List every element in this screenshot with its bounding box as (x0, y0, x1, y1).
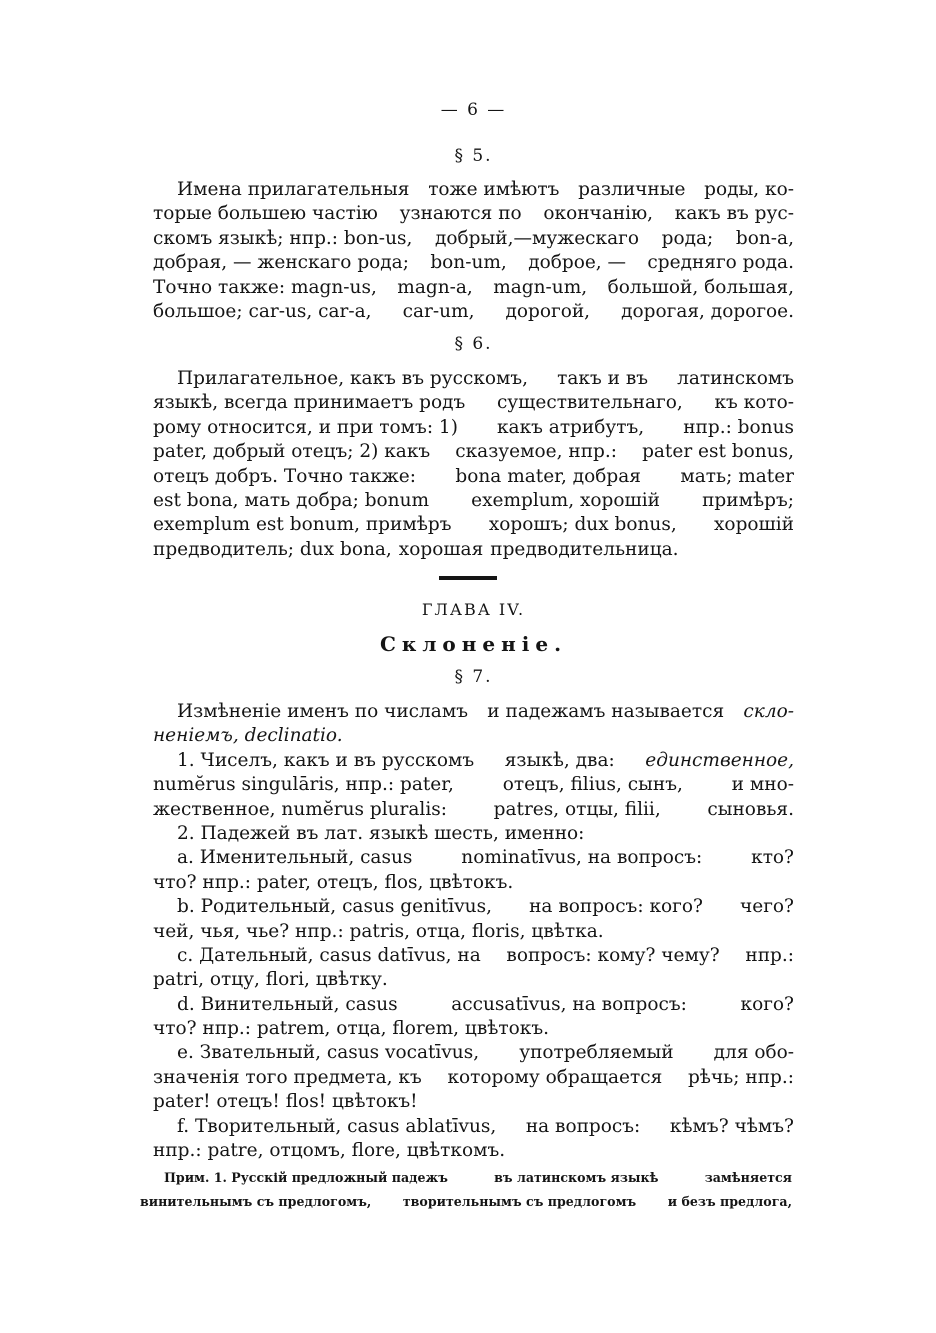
text-segment: нпр.: (745, 944, 794, 966)
chapter-label: ГЛАВА IV. (421, 600, 526, 619)
text-line (153, 513, 794, 537)
text-line (153, 391, 794, 415)
text-segment: numĕrus singulāris, нпр.: pater, (153, 774, 454, 796)
text-segment: нпр.: patre, отцомъ, flore, цвѣткомъ. (153, 1140, 506, 1162)
section-5-paragraph (153, 178, 794, 324)
text-line (153, 871, 794, 895)
text-segment: дорогой, (505, 300, 591, 322)
text-segment: f. Творительный, casus ablatīvus, (177, 1115, 497, 1137)
text-line (153, 798, 794, 822)
text-segment: хорошая (398, 538, 484, 560)
text-segment: кого? (740, 993, 794, 1015)
text-segment: къ кото- (714, 392, 794, 414)
text-line (153, 968, 794, 992)
section-7-heading: § 7. (454, 667, 493, 687)
text-segment: единственное, (645, 749, 794, 771)
text-segment: magn-um, (493, 276, 588, 298)
text-segment: magn-a, (397, 276, 473, 298)
text-segment: латинскомъ (677, 368, 794, 389)
text-segment: существительнаго, (496, 392, 683, 414)
text-line (153, 700, 794, 724)
text-segment: предводитель; dux bona, (153, 538, 392, 560)
text-line (153, 724, 794, 748)
chapter-title: Склоненіе. (379, 632, 568, 656)
text-line (153, 773, 794, 797)
text-segment: pater, добрый отецъ; 2) какъ (153, 441, 431, 463)
text-line (153, 1017, 794, 1041)
text-segment: для обо- (713, 1042, 794, 1064)
text-segment: скомъ языкѣ; нпр.: bon-us, (153, 227, 413, 249)
text-line (153, 489, 794, 513)
text-line (153, 895, 794, 919)
text-line (153, 367, 794, 391)
text-segment: добрая, — женскаго рода; (153, 252, 409, 274)
text-segment: большой, большая, (607, 276, 794, 298)
text-line (153, 749, 794, 773)
text-line (153, 846, 794, 870)
text-segment: торые большею частію (153, 203, 378, 225)
text-segment: рѣчь; нпр.: (687, 1066, 794, 1088)
text-line (153, 993, 794, 1017)
text-line (153, 920, 794, 944)
text-segment: кѣмъ? чѣмъ? (669, 1115, 794, 1137)
text-segment: отецъ добръ. Точно также: (153, 465, 416, 487)
text-segment: доброе, — (528, 252, 627, 274)
text-segment: accusatīvus, на вопросъ: (451, 993, 687, 1015)
section-7-paragraph (153, 700, 794, 1163)
text-line (153, 300, 794, 324)
text-segment: скло- (743, 701, 794, 722)
text-line (153, 416, 794, 440)
text-segment: car-um, (402, 300, 475, 322)
text-segment: сказуемое, нпр.: (455, 441, 617, 463)
text-segment: рода; (661, 227, 714, 249)
text-segment: въ латинскомъ языкѣ (494, 1170, 659, 1185)
text-segment: Измѣненіе именъ по числамъ (177, 701, 468, 722)
text-segment: e. Звательный, casus vocatīvus, (177, 1042, 480, 1064)
text-segment: замѣняется (704, 1170, 792, 1185)
text-segment: Имена прилагательныя (177, 179, 410, 200)
page-number: — 6 — (440, 100, 507, 120)
text-segment: c. Дательный, casus datīvus, на (177, 944, 481, 966)
footnote-line (140, 1190, 792, 1214)
text-segment: bon-um, (430, 252, 507, 274)
text-segment: добрый,—мужескаго (435, 227, 639, 249)
text-line (153, 202, 794, 226)
text-segment: такъ и въ (557, 368, 649, 389)
text-segment: какъ атрибутъ, (496, 416, 645, 438)
text-segment: кто? (751, 847, 794, 869)
text-segment: роды, ко- (704, 179, 794, 200)
text-segment: bona mater, добрая (455, 465, 641, 487)
text-segment: bon-a, (735, 227, 794, 249)
text-segment: мать; mater (680, 465, 794, 487)
text-segment: сыновья. (707, 798, 794, 820)
text-segment: patres, отцы, filii, (493, 798, 661, 820)
text-segment: примѣръ; (702, 489, 794, 511)
text-segment: винительнымъ съ предлогомъ, (140, 1194, 372, 1209)
text-line (153, 178, 794, 202)
text-segment: что? нпр.: pater, отецъ, flos, цвѣтокъ. (153, 871, 514, 893)
text-segment: d. Винительный, casus (177, 993, 398, 1015)
text-line (153, 251, 794, 275)
text-line (153, 465, 794, 489)
text-segment: exemplum, хорошій (471, 489, 660, 511)
text-segment: предводительница. (490, 538, 679, 560)
text-segment: и мно- (731, 774, 794, 796)
text-segment: pater! отецъ! flos! цвѣтокъ! (153, 1091, 418, 1113)
text-segment: на вопросъ: (525, 1115, 641, 1137)
text-segment: чего? (740, 896, 794, 918)
section-divider-rule (439, 576, 497, 580)
text-segment: значенія того предмета, къ (153, 1066, 422, 1088)
text-segment: pater est bonus, (642, 441, 794, 463)
text-segment: тоже имѣютъ (428, 179, 560, 200)
text-segment: дорогая, дорогое. (621, 300, 794, 322)
text-segment: exemplum est bonum, примѣръ (153, 514, 452, 536)
text-segment: различные (578, 179, 686, 200)
text-segment: неніемъ, declinatio. (153, 725, 343, 747)
text-line (153, 276, 794, 300)
text-line (153, 822, 794, 846)
text-line (153, 538, 794, 562)
text-segment: которому обращается (447, 1066, 663, 1088)
text-segment: рому относится, и при томъ: 1) (153, 416, 458, 438)
text-segment: Прим. 1. Русскій предложный падежъ (164, 1170, 448, 1185)
text-segment: что? нпр.: patrem, отца, florem, цвѣтокъ. (153, 1018, 549, 1040)
text-segment: творительнымъ съ предлогомъ (402, 1194, 637, 1209)
text-segment: жественное, numĕrus pluralis: (153, 798, 447, 820)
text-segment: est bona, мать добра; bonum (153, 489, 430, 511)
text-segment: отецъ, filius, сынъ, (502, 774, 683, 796)
text-segment: и безъ предлога, (667, 1194, 792, 1209)
footnote-line (140, 1166, 792, 1190)
text-segment: языкѣ, два: (504, 749, 615, 771)
text-segment: Точно также: magn-us, (153, 276, 377, 298)
section-6-paragraph (153, 367, 794, 562)
text-segment: patri, отцу, flori, цвѣтку. (153, 969, 388, 991)
text-segment: какъ въ рус- (674, 203, 794, 225)
text-segment: узнаются по (399, 203, 522, 225)
text-segment: 2. Падежей въ лат. языкѣ шесть, именно: (177, 822, 585, 844)
text-line (153, 1139, 794, 1163)
text-segment: языкѣ, всегда принимаетъ родъ (153, 392, 466, 414)
section-6-heading: § 6. (454, 334, 493, 354)
text-segment: хорошій (714, 514, 794, 536)
text-line (153, 440, 794, 464)
section-5-heading: § 5. (454, 146, 493, 166)
text-line (153, 1066, 794, 1090)
footnote (140, 1166, 792, 1214)
text-segment: вопросъ: кому? чему? (506, 944, 720, 966)
text-segment: Прилагательное, какъ въ русскомъ, (177, 368, 529, 389)
text-line (153, 227, 794, 251)
text-segment: хорошъ; dux bonus, (488, 514, 677, 536)
text-line (153, 1115, 794, 1139)
text-segment: и падежамъ называется (487, 701, 725, 722)
text-segment: b. Родительный, casus genitīvus, (177, 896, 492, 918)
text-segment: нпр.: bonus (683, 416, 794, 438)
text-segment: средняго рода. (647, 252, 794, 274)
text-segment: чей, чья, чье? нпр.: patris, отца, floris, цвѣтка. (153, 920, 604, 942)
text-segment: большое; car-us, car-a, (153, 300, 372, 322)
text-segment: nominatīvus, на вопросъ: (461, 847, 703, 869)
text-line (153, 1090, 794, 1114)
text-segment: на вопросъ: кого? (529, 896, 703, 918)
text-segment: употребляемый (519, 1042, 674, 1064)
text-line (153, 1041, 794, 1065)
text-segment: a. Именительный, casus (177, 847, 413, 869)
text-segment: окончанію, (543, 203, 654, 225)
text-segment: 1. Чиселъ, какъ и въ русскомъ (177, 749, 475, 771)
text-line (153, 944, 794, 968)
